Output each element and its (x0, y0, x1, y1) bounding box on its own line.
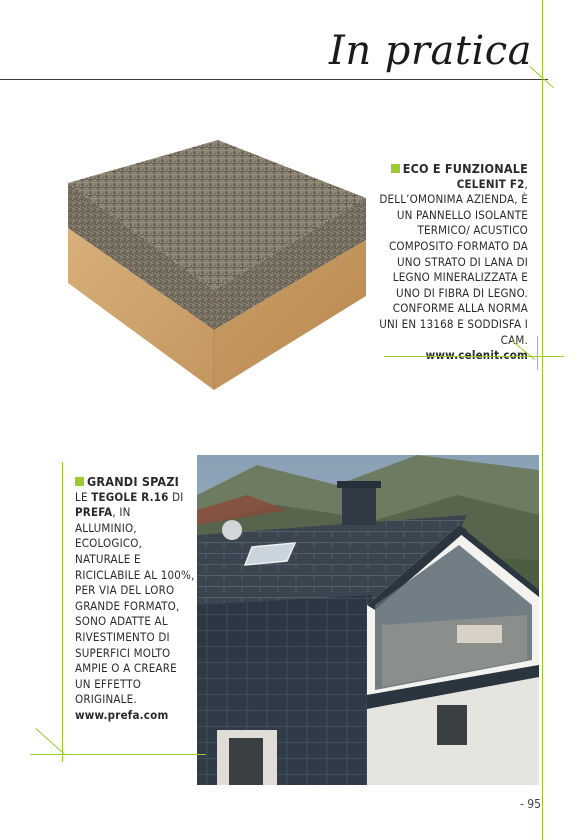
prefa-house-image (197, 455, 539, 785)
accent-vertical-line (542, 0, 543, 840)
item1-heading: ECO E FUNZIONALE (402, 161, 528, 176)
item2-heading: GRANDI SPAZI (87, 474, 180, 489)
accent-tick-1 (537, 336, 538, 370)
item1-body: , DELL’OMONIMA AZIENDA, È UN PANNELLO ISOLANTE TERMICO/ ACUSTICO COMPOSITO FORMATO DA UNO STRATO DI LANA DI LEGNO MINERALIZZATA E UNO DI FIBRA DI LEGNO. CONFORME ALLA NORMA UNI EN 13168 E SODDISFA I CAM. (379, 176, 528, 347)
page-title: In pratica (329, 28, 532, 74)
page-number: - 95 (519, 797, 541, 811)
item2-pre: LE (75, 489, 92, 504)
item2-body: , IN ALLUMINIO, ECOLOGICO, NATURALE E RICICLABILE AL 100%, PER VIA DEL LORO GRANDE FORMATO, SONO ADATTE AL RIVESTIMENTO DI SUPERFICI MOLTO AMPIE O A CREARE UN EFFETTO ORIGINALE. (75, 505, 195, 707)
celenit-panel-image (64, 128, 370, 390)
accent-line-2-horizontal (30, 754, 206, 755)
green-square-icon (391, 164, 400, 173)
item2-brand: PREFA (75, 505, 113, 520)
product-celenit-text (376, 161, 528, 364)
item1-product: CELENIT F2 (456, 176, 525, 191)
header-rule (0, 79, 548, 80)
product-prefa-text (75, 474, 195, 724)
item2-mid: DI (168, 489, 184, 504)
item2-product: TEGOLE R.16 (91, 489, 169, 504)
green-square-icon-2 (75, 477, 84, 486)
accent-line-2-vertical (62, 462, 63, 762)
prefa-link[interactable]: www.prefa.com (75, 707, 169, 722)
